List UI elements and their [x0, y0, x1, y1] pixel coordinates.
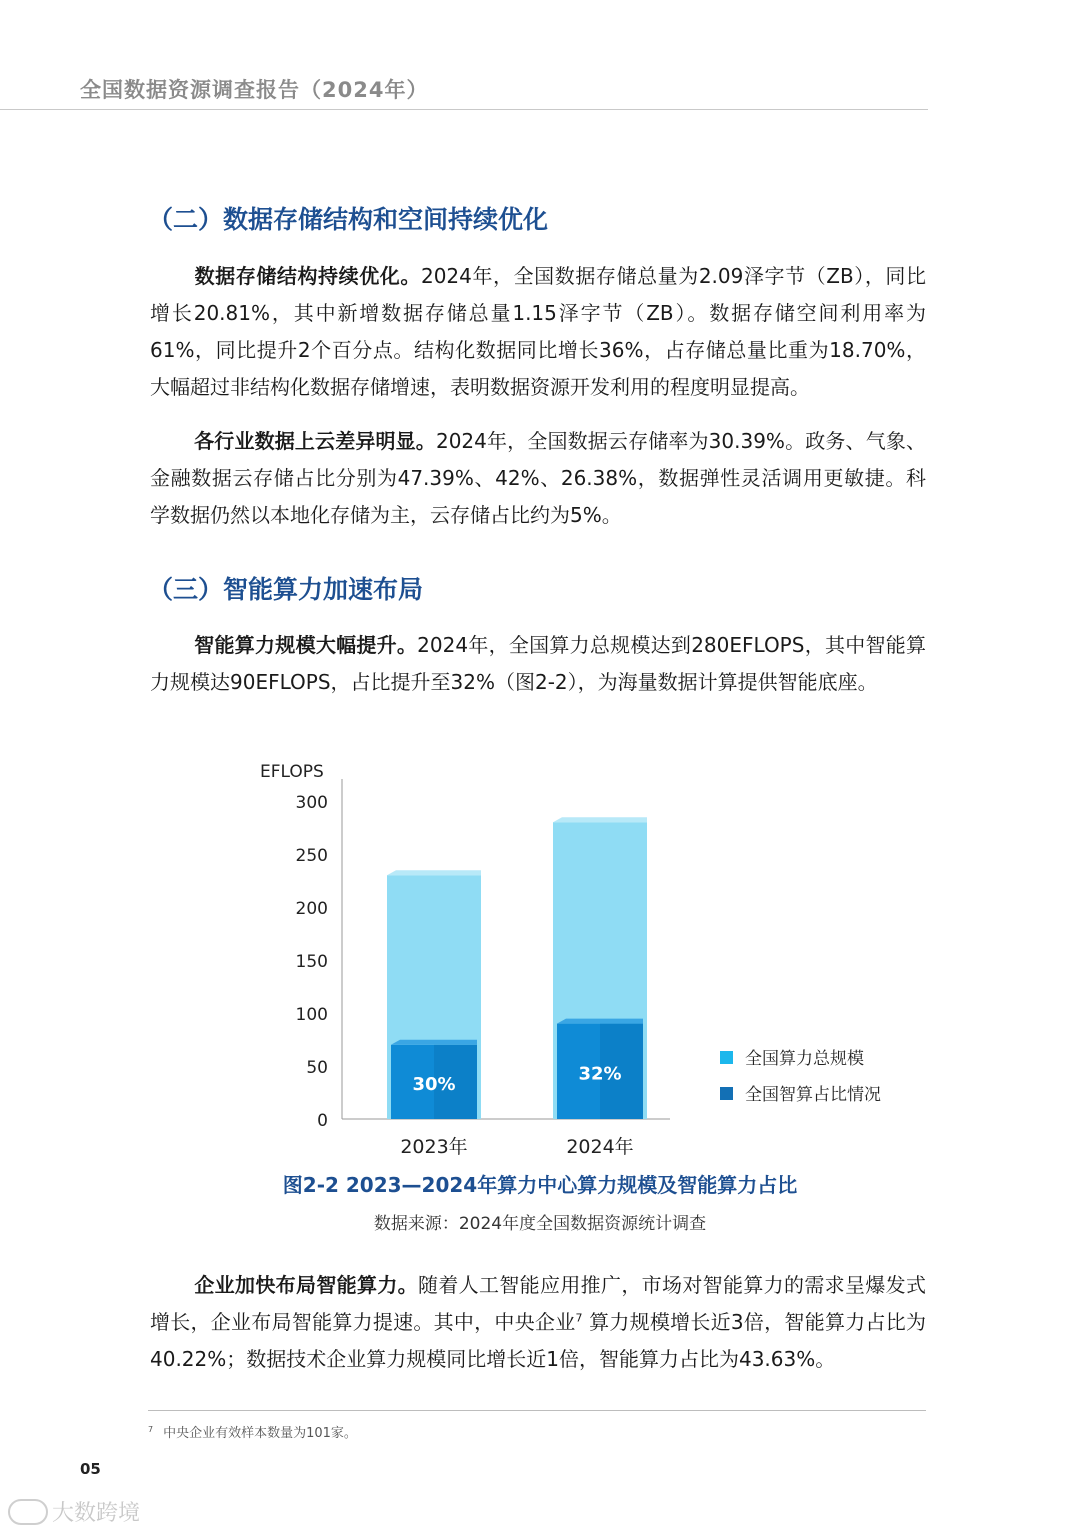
- legend-swatch: [720, 1051, 733, 1064]
- paragraph-body: 2024年，全国算力总规模达到280EFLOPS，其中智能算力规模达90EFLOPS，占比提升至32%（图2-2），为海量数据计算提供智能底座。: [150, 633, 927, 694]
- y-tick-label: 200: [295, 899, 328, 919]
- footnote-mark: 7: [148, 1424, 154, 1434]
- paragraph-enterprise-compute: [150, 1267, 926, 1378]
- paragraph-body: 2024年，全国数据云存储率为30.39%。政务、气象、金融数据云存储占比分别为47.39%、42%、26.38%，数据弹性灵活调用更敏捷。科学数据仍然以本地化存储为主，云存储占比约为5%。: [150, 429, 926, 527]
- footnote-text: 中央企业有效样本数量为101家。: [163, 1426, 357, 1441]
- footnote: [148, 1422, 357, 1441]
- paragraph-storage-structure: [150, 258, 926, 406]
- y-tick-label: 150: [295, 952, 328, 972]
- legend-label: 全国算力总规模: [745, 1049, 864, 1069]
- section-heading-compute: （三）智能算力加速布局: [148, 575, 424, 604]
- chart-svg: [250, 755, 930, 1165]
- paragraph-body: 算力规模增长近3倍，智能算力占比为40.22%；数据技术企业算力规模同比增长近1倍，智能算力占比为43.63%。: [150, 1310, 926, 1371]
- bar-total-top: [387, 870, 481, 875]
- header-divider: [0, 109, 928, 110]
- compute-bar-chart: [250, 755, 930, 1165]
- watermark-logo-icon: [8, 1499, 48, 1525]
- figure-caption: 图2-2 2023—2024年算力中心算力规模及智能算力占比: [282, 1173, 798, 1197]
- footnote-ref[interactable]: 7: [575, 1311, 583, 1325]
- y-axis-label: EFLOPS: [260, 762, 324, 782]
- watermark: [8, 1496, 140, 1527]
- bar-data-label: 32%: [578, 1063, 622, 1085]
- legend-label: 全国智算占比情况: [745, 1085, 881, 1105]
- bar-smart-top: [391, 1040, 477, 1045]
- y-tick-label: 100: [295, 1005, 328, 1025]
- paragraph-body: 2024年，全国数据存储总量为2.09泽字节（ZB），同比增长20.81%，其中新增数据存储总量1.15泽字节（ZB）。数据存储空间利用率为61%，同比提升2个百分点。结构化数据同比增长36%，占存储总量比重为18.70%，大幅超过非结构化数据存储增速，表明数据资源开发利用的程度明显提高。: [150, 264, 927, 399]
- report-header-title: 全国数据资源调查报告（2024年）: [80, 78, 429, 102]
- y-tick-label: 0: [317, 1111, 328, 1131]
- paragraph-compute-scale: [150, 627, 926, 701]
- y-tick-label: 300: [295, 793, 328, 813]
- paragraph-cloud-storage: [150, 423, 926, 534]
- footnote-divider: [148, 1410, 926, 1411]
- legend-swatch: [720, 1087, 733, 1100]
- paragraph-lead: 各行业数据上云差异明显。: [194, 429, 436, 453]
- paragraph-body: 随着人工智能应用推广，市场对智能算力的需求呈爆发式增长，企业布局智能算力提速。其中，中央企业: [150, 1273, 926, 1334]
- y-tick-label: 250: [295, 846, 328, 866]
- y-tick-label: 50: [306, 1058, 328, 1078]
- watermark-text: 大数跨境: [52, 1501, 141, 1526]
- paragraph-lead: 数据存储结构持续优化。: [194, 264, 421, 288]
- x-category-label: 2024年: [566, 1136, 634, 1158]
- bar-total-top: [553, 817, 647, 822]
- x-category-label: 2023年: [400, 1136, 468, 1158]
- bar-data-label: 30%: [412, 1073, 456, 1095]
- figure-source: 数据来源：2024年度全国数据资源统计调查: [373, 1214, 707, 1234]
- bar-smart-top: [557, 1019, 643, 1024]
- page-number: 05: [80, 1460, 101, 1478]
- section-heading-storage: （二）数据存储结构和空间持续优化: [148, 205, 549, 234]
- paragraph-lead: 智能算力规模大幅提升。: [194, 633, 418, 657]
- paragraph-lead: 企业加快布局智能算力。: [194, 1273, 418, 1297]
